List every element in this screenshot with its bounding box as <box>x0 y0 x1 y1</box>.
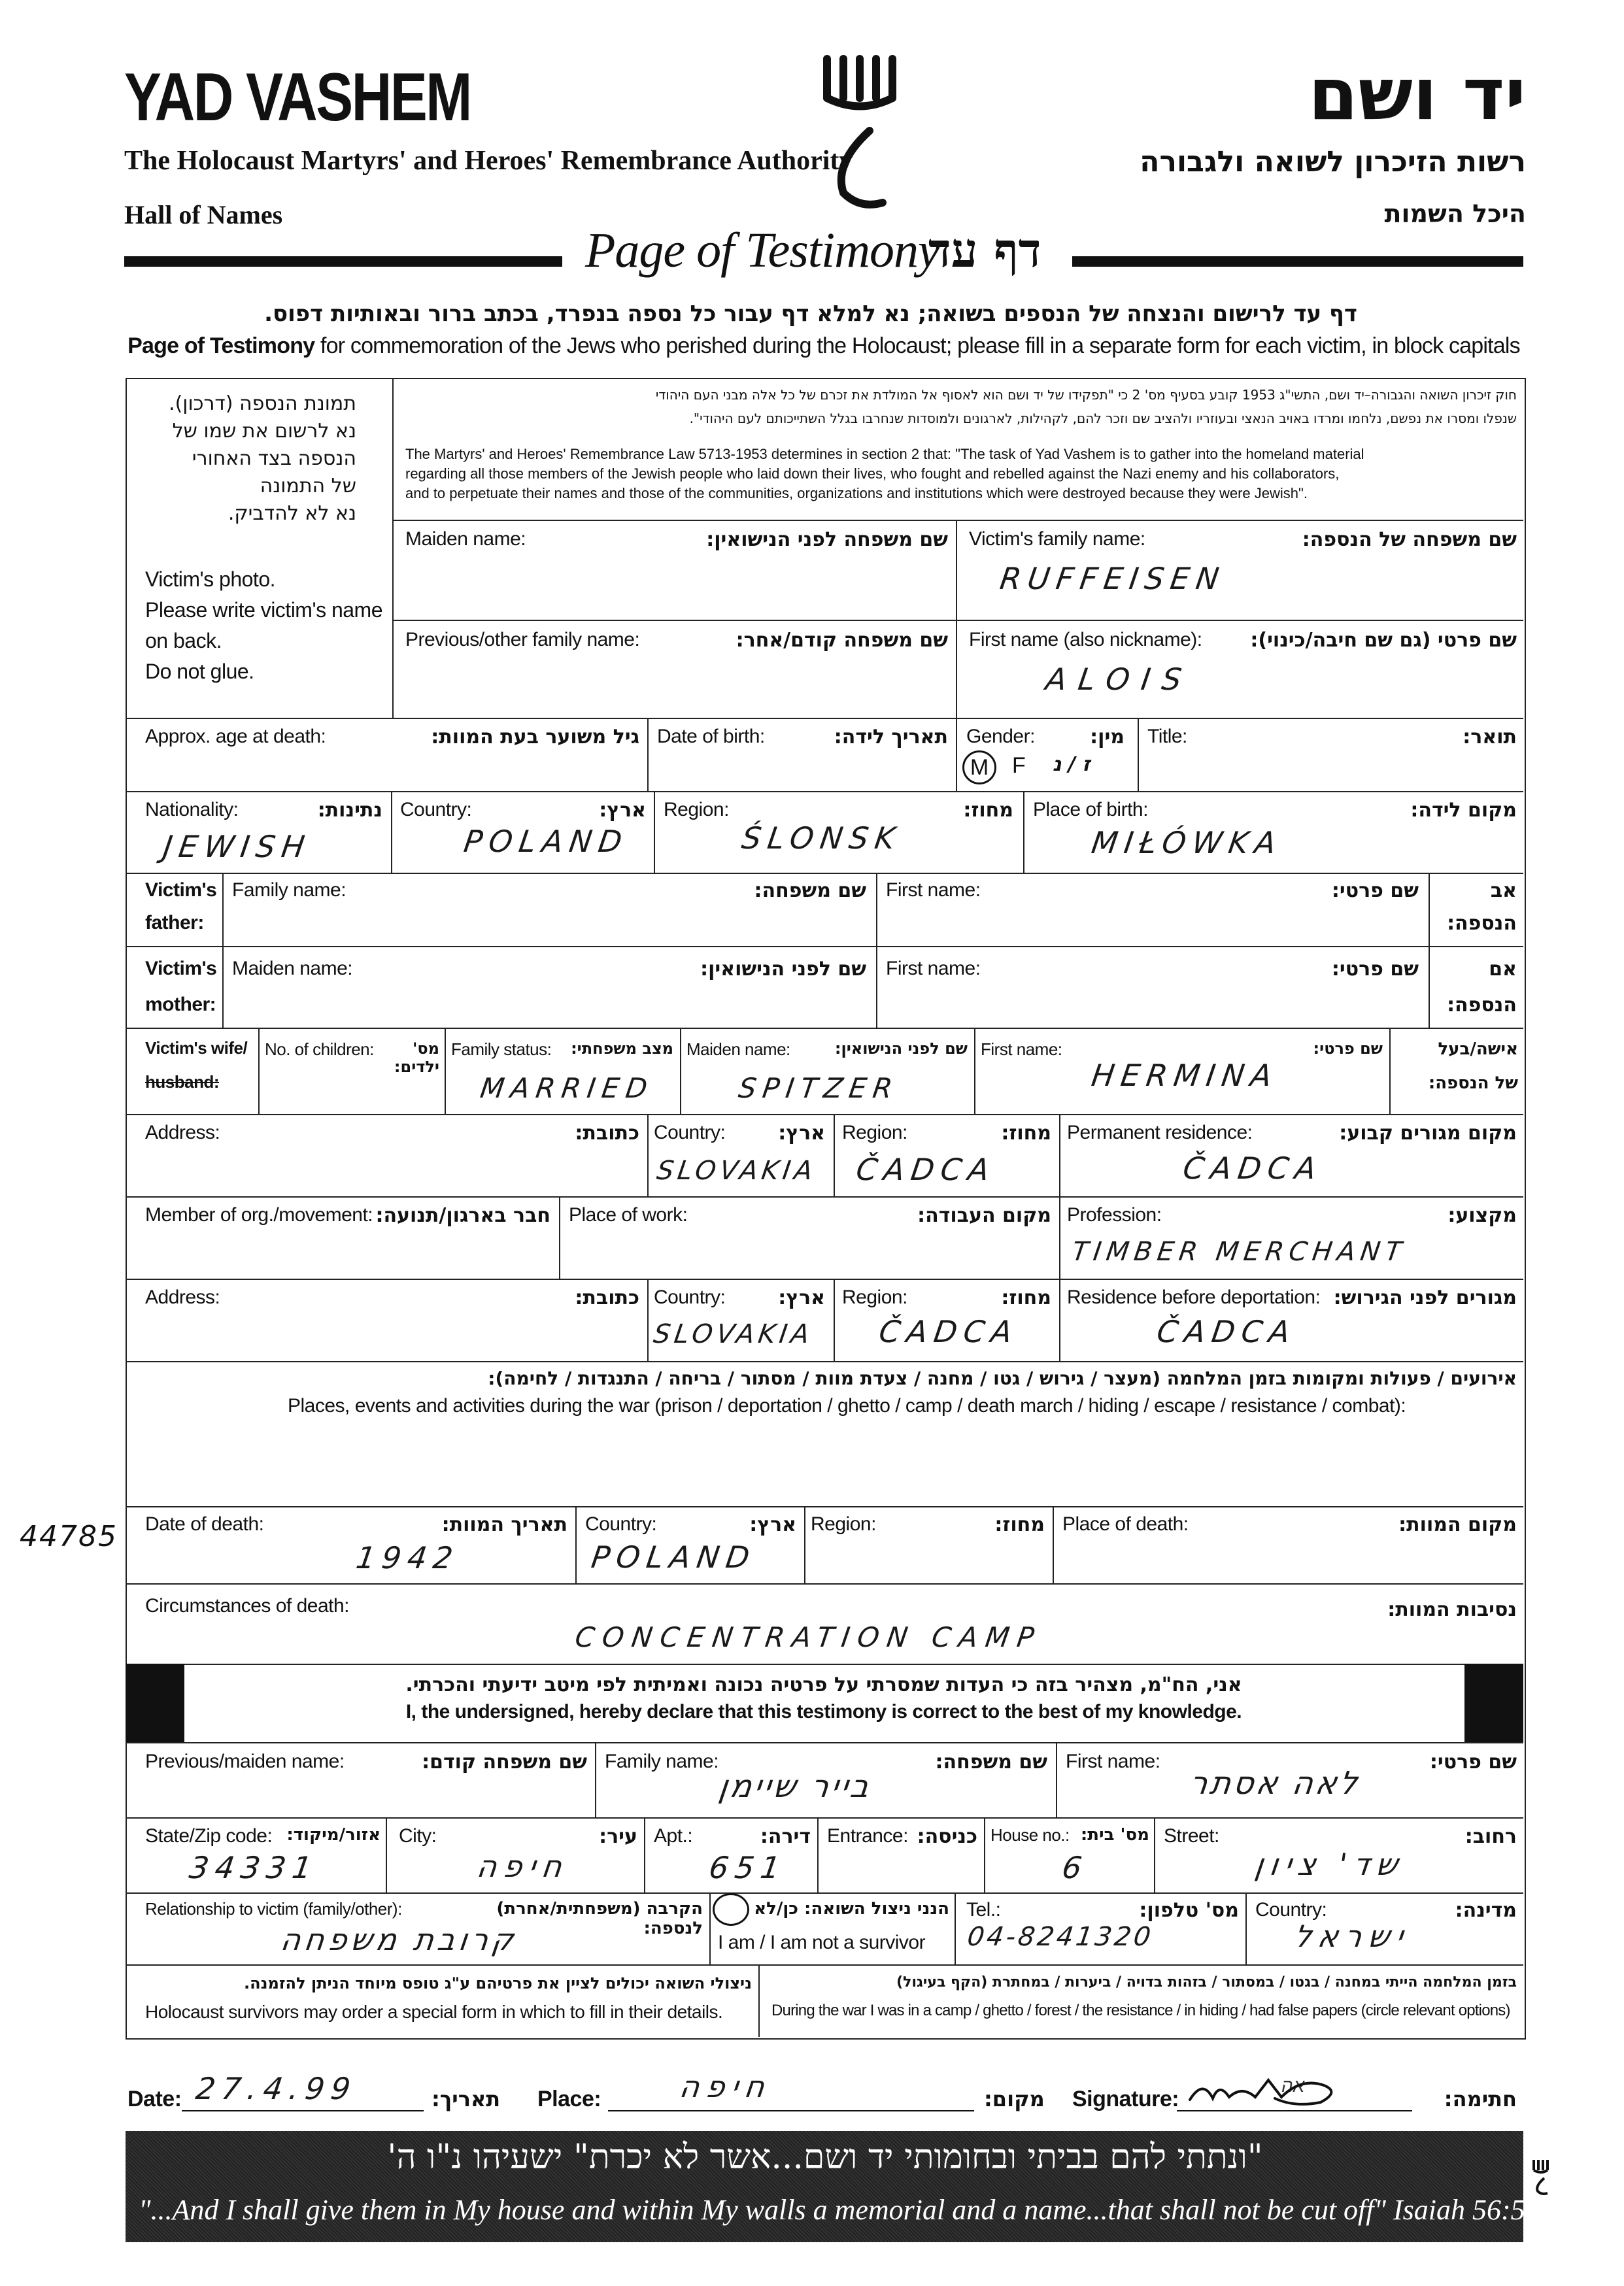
country-value[interactable]: POLAND <box>462 824 631 859</box>
work-label: Place of work: <box>569 1204 688 1226</box>
spouse-first-value[interactable]: HERMINA <box>1089 1058 1281 1093</box>
photo-box-border <box>392 378 394 718</box>
instructions-en <box>124 333 1523 359</box>
photo-en-1: Victim's photo. <box>145 567 275 591</box>
region-label: Region: <box>664 799 729 820</box>
death-country-label: Country: <box>585 1513 657 1535</box>
col-divider <box>876 946 877 1028</box>
country2-label-he: ארץ: <box>778 1122 825 1145</box>
mother-label-1: Victim's <box>145 958 217 979</box>
row-divider <box>126 1664 1523 1665</box>
relationship-label: Relationship to victim (family/other): <box>145 1899 402 1919</box>
profession-label-he: מקצוע: <box>1447 1204 1517 1227</box>
signature-mark[interactable] <box>1183 2066 1347 2111</box>
witness-apt-value[interactable]: 651 <box>707 1850 789 1885</box>
prev-name-label: Previous/other family name: <box>405 629 640 650</box>
signature-mark-text: אה <box>1281 2076 1305 2096</box>
col-divider <box>709 1892 711 1964</box>
col-divider <box>876 873 877 946</box>
family-status-label-he: מצב משפחתי: <box>571 1039 673 1058</box>
col-divider <box>1429 946 1430 1028</box>
row-divider <box>126 1506 1523 1507</box>
witness-family-label: Family name: <box>605 1751 719 1772</box>
prev-maiden-label-he: שם משפחה קודם: <box>422 1751 587 1773</box>
witness-family-label-he: שם משפחה: <box>935 1751 1047 1773</box>
witness-city-value[interactable]: חיפה <box>475 1849 571 1884</box>
row-divider <box>126 1114 1523 1115</box>
mother-label-2: mother: <box>145 994 216 1015</box>
org-subtitle-he: רשות הזיכרון לשואה ולגבורה <box>1140 145 1526 178</box>
col-divider <box>391 791 392 873</box>
place-value[interactable]: חיפה <box>677 2069 773 2104</box>
country-label-he: ארץ: <box>599 799 646 822</box>
declaration-side-bar-right <box>1464 1664 1523 1742</box>
date-value[interactable]: 27.4.99 <box>194 2071 360 2106</box>
gender-m-option: M <box>970 755 989 780</box>
col-divider <box>258 1028 260 1114</box>
mother-label-he-2: הנספה: <box>1447 994 1517 1017</box>
col-divider <box>804 1506 805 1583</box>
col-divider <box>647 718 649 791</box>
witness-country-label: Country: <box>1255 1899 1327 1921</box>
children-label-he: מס' ילדים: <box>394 1039 439 1076</box>
col-divider <box>1023 791 1024 873</box>
house-label: House no.: <box>990 1825 1070 1845</box>
law-he-2: שנפלו ומסרו את נפשם, נלחמו ומרדו באויב הנאצי ובעוזריו ולהציב שם וזכר להם, לקהילות, לארגונים ולמוסדות שנחרבו בגלל השתייכותם לעם היהודי". <box>689 411 1517 426</box>
org-subtitle-en: The Holocaust Martyrs' and Heroes' Remembrance Authority <box>124 146 853 176</box>
photo-en-4: Do not glue. <box>145 660 254 683</box>
region-label-he: מחוז: <box>963 799 1013 822</box>
col-divider <box>1059 1196 1060 1279</box>
maiden-name-label: Maiden name: <box>405 528 526 550</box>
nationality-value[interactable]: JEWISH <box>161 829 314 864</box>
row-divider <box>126 1361 1523 1362</box>
col-divider <box>559 1196 560 1279</box>
address2-label-he: כתובת: <box>575 1286 639 1309</box>
dod-label-he: תאריך המוות: <box>441 1513 567 1536</box>
col-divider <box>955 1892 956 1964</box>
first-name-label-he: שם פרטי (גם שם חיבה/כינוי): <box>1250 629 1517 652</box>
prev-maiden-label: Previous/maiden name: <box>145 1751 345 1772</box>
father-label-1: Victim's <box>145 879 217 901</box>
date-label: Date: <box>127 2087 182 2111</box>
col-divider <box>595 1742 596 1817</box>
street-label-he: רחוב: <box>1464 1825 1517 1848</box>
col-divider <box>956 718 957 791</box>
row-divider <box>126 1196 1523 1198</box>
law-en-2: regarding all those members of the Jewish people who laid down their lives, who fought and rebelled against the Nazi enemy and his collaborators, <box>405 465 1340 482</box>
org-name-en: YAD VASHEM <box>124 59 471 135</box>
pob-label: Place of birth: <box>1033 799 1148 820</box>
col-divider <box>222 873 224 946</box>
gender-options-he: ז / נ <box>1053 753 1091 776</box>
title-label-he: תואר: <box>1463 726 1517 748</box>
col-divider <box>817 1817 819 1892</box>
row-divider <box>126 1892 1523 1894</box>
survivor-no-circle[interactable] <box>713 1893 749 1926</box>
dod-value[interactable]: 1942 <box>354 1540 462 1575</box>
family-name-value[interactable]: RUFFEISEN <box>998 561 1228 596</box>
margin-reference-number: 44785 <box>20 1520 118 1553</box>
col-divider <box>644 1817 645 1892</box>
country2-label: Country: <box>654 1122 726 1143</box>
circ-label-he: נסיבות המוות: <box>1387 1598 1517 1621</box>
survivor-form-he: ניצולי השואה יכולים לציין את פרטיהם ע"ג טופס מיוחד הניתן להזמנה. <box>244 1974 752 1992</box>
page-title-he: דף עד <box>928 222 1041 278</box>
spouse-label-he-1: אישה/בעל <box>1438 1039 1518 1059</box>
col-divider <box>1389 1028 1391 1114</box>
hall-of-names-en: Hall of Names <box>124 200 283 229</box>
first-name-value[interactable]: ALOIS <box>1043 662 1196 697</box>
mother-label-he-1: אם <box>1489 958 1517 981</box>
survivor-label-en: I am / I am not a survivor <box>718 1932 926 1953</box>
witness-family-value[interactable]: בייר שיימן <box>717 1768 874 1805</box>
small-logo-icon <box>1531 2157 1551 2196</box>
col-divider <box>1154 1817 1155 1892</box>
house-label-he: מס' בית: <box>1080 1825 1149 1845</box>
gender-label-he: מין: <box>1090 726 1125 748</box>
country3-label: Country: <box>654 1286 726 1308</box>
law-en-3: and to perpetuate their names and those of the communities, organizations and institutions which were destroyed because they were Jewish". <box>405 485 1308 501</box>
declaration-en: I, the undersigned, hereby declare that this testimony is correct to the best of my knowledge. <box>405 1701 1242 1723</box>
survivor-label-he: הנני ניצול השואה: כן/לא <box>754 1899 949 1919</box>
perm-res-label-he: מקום מגורים קבוע: <box>1339 1122 1517 1145</box>
dod-label: Date of death: <box>145 1513 264 1535</box>
country-label: Country: <box>400 799 472 820</box>
row-divider <box>126 1279 1523 1280</box>
org-name-he: יד ושם <box>1308 52 1526 136</box>
quote-banner <box>126 2131 1523 2242</box>
gender-label: Gender: <box>966 726 1035 747</box>
row-divider <box>126 1742 1523 1743</box>
declaration-he: אני, הח"מ, מצהיר בזה כי העדות שמסרתי על פרטיה נכונה ואמיתית לפי מיטב ידיעתי והכרתי. <box>405 1673 1242 1696</box>
address-label-he: כתובת: <box>575 1122 639 1145</box>
yad-vashem-logo <box>820 52 899 216</box>
col-divider <box>984 1817 985 1892</box>
death-country-value[interactable]: POLAND <box>589 1539 758 1575</box>
signature-label: Signature: <box>1072 2087 1179 2111</box>
row-divider <box>126 1583 1523 1585</box>
death-region-label: Region: <box>811 1513 876 1535</box>
perm-res-label: Permanent residence: <box>1067 1122 1253 1143</box>
row-divider <box>126 873 1523 874</box>
photo-he-2: נא לרשום את שמו של <box>172 420 356 443</box>
city-label: City: <box>399 1825 437 1847</box>
region3-value[interactable]: ČADCA <box>877 1314 1021 1349</box>
tel-label-he: מס' טלפון: <box>1139 1899 1239 1922</box>
hall-of-names-he: היכל השמות <box>1384 199 1526 228</box>
law-en-1: The Martyrs' and Heroes' Remembrance Law 5713-1953 determines in section 2 that: "The task of Yad Vashem is to gather into the homeland material <box>405 446 1364 462</box>
region2-label-he: מחוז: <box>1001 1122 1051 1145</box>
photo-he-1: תמונת הנספה (דרכון). <box>169 392 356 415</box>
pob-label-he: מקום לידה: <box>1410 799 1517 822</box>
member-label: Member of org./movement: <box>145 1204 373 1226</box>
nationality-label-he: נתינות: <box>317 799 382 822</box>
spouse-label-1: Victim's wife/ <box>145 1038 248 1058</box>
state-label: State/Zip code: <box>145 1825 273 1847</box>
row-divider <box>392 620 1523 621</box>
row-divider <box>126 1817 1523 1819</box>
res-before-value[interactable]: ČADCA <box>1155 1314 1299 1349</box>
col-divider <box>1059 1114 1060 1196</box>
first-name-label: First name (also nickname): <box>969 629 1202 650</box>
mother-maiden-label-he: שם לפני הנישואין: <box>700 958 866 981</box>
family-status-value[interactable]: MARRIED <box>478 1072 656 1104</box>
death-region-label-he: מחוז: <box>994 1513 1045 1536</box>
father-label-he-1: אב <box>1490 879 1517 902</box>
date-label-he: תאריך: <box>431 2087 501 2111</box>
death-country-label-he: ארץ: <box>749 1513 796 1536</box>
tel-label: Tel.: <box>966 1899 1001 1921</box>
date-underline <box>182 2110 424 2111</box>
family-name-label: Victim's family name: <box>969 528 1145 550</box>
region3-label-he: מחוז: <box>1001 1286 1051 1309</box>
country3-value[interactable]: SLOVAKIA <box>651 1319 815 1349</box>
maiden-name-label-he: שם משפחה לפני הנישואין: <box>706 528 948 551</box>
witness-relationship-value[interactable]: קרובת משפחה <box>279 1922 520 1957</box>
circ-value[interactable]: CONCENTRATION CAMP <box>573 1621 1044 1653</box>
instructions-he: דף עד לרישום והנצחה של הנספים בשואה; נא למלא דף עבור כל נספה בנפרד, בכתב ברור ובאותיות דפוס. <box>264 301 1357 327</box>
photo-he-5: נא לא להדביק. <box>228 502 356 525</box>
spouse-maiden-label: Maiden name: <box>686 1039 790 1059</box>
region3-label: Region: <box>842 1286 907 1308</box>
camp-label-en: During the war I was in a camp / ghetto / forest / the resistance / in hiding / had false papers (circle relevant options) <box>771 2002 1510 2019</box>
col-divider <box>680 1028 681 1114</box>
photo-he-3: הנספה בצד האחורי <box>192 447 356 470</box>
relationship-label-he: הקרבה (משפחתית/אחרת) לנספה: <box>496 1899 703 1938</box>
res-before-label: Residence before deportation: <box>1067 1286 1321 1308</box>
age-label: Approx. age at death: <box>145 726 326 747</box>
col-divider <box>758 1964 760 2037</box>
col-divider <box>222 946 224 1028</box>
place-underline <box>608 2110 974 2111</box>
region2-value[interactable]: ČADCA <box>854 1152 998 1187</box>
col-divider <box>1429 873 1430 946</box>
father-family-label-he: שם משפחה: <box>754 879 866 902</box>
row-divider <box>126 1028 1523 1029</box>
region-value[interactable]: ŚLONSK <box>739 820 904 856</box>
witness-tel-value[interactable]: 04-8241320 <box>965 1922 1155 1952</box>
col-divider <box>956 520 957 718</box>
father-family-label: Family name: <box>232 879 347 901</box>
witness-country-label-he: מדינה: <box>1455 1899 1517 1922</box>
col-divider <box>654 791 655 873</box>
witness-street-value[interactable]: שד' ציון <box>1253 1847 1407 1882</box>
place-label-he: מקום: <box>984 2087 1045 2111</box>
witness-first-value[interactable]: לאה אסתר <box>1187 1765 1362 1802</box>
col-divider <box>1059 1279 1060 1361</box>
row-divider <box>126 791 1523 792</box>
profession-label: Profession: <box>1067 1204 1162 1226</box>
pob-value[interactable]: MIŁÓWKA <box>1089 825 1285 860</box>
pod-label: Place of death: <box>1062 1513 1189 1535</box>
page-title-en: Page of Testimony <box>585 223 939 278</box>
dob-label-he: תאריך לידה: <box>834 726 948 748</box>
work-label-he: מקום העבודה: <box>917 1204 1051 1227</box>
signature-label-he: חתימה: <box>1444 2087 1517 2111</box>
photo-en-2: Please write victim's name <box>145 598 382 622</box>
father-label-2: father: <box>145 912 204 933</box>
col-divider <box>834 1114 835 1196</box>
row-divider <box>126 1964 1523 1966</box>
pod-label-he: מקום המוות: <box>1398 1513 1517 1536</box>
street-label: Street: <box>1164 1825 1219 1847</box>
country3-label-he: ארץ: <box>778 1286 825 1309</box>
entrance-label-he: כניסה: <box>917 1825 977 1848</box>
col-divider <box>647 1279 649 1361</box>
col-divider <box>974 1028 975 1114</box>
country2-value[interactable]: SLOVAKIA <box>654 1156 819 1186</box>
mother-first-label-he: שם פרטי: <box>1331 958 1419 981</box>
col-divider <box>647 1114 649 1196</box>
witness-first-label-he: שם פרטי: <box>1429 1751 1517 1773</box>
prev-name-label-he: שם משפחה קודם/אחר: <box>736 629 948 652</box>
spouse-first-label-he: שם פרטי: <box>1313 1039 1383 1058</box>
title-label: Title: <box>1147 726 1187 747</box>
col-divider <box>834 1279 835 1361</box>
col-divider <box>445 1028 446 1114</box>
col-divider <box>575 1506 577 1583</box>
apt-label-he: דירה: <box>760 1825 811 1848</box>
survivor-form-en: Holocaust survivors may order a special form in which to fill in their details. <box>145 2002 723 2022</box>
age-label-he: גיל משוער בעת המוות: <box>431 726 639 748</box>
spouse-label-2: husband: <box>145 1072 219 1092</box>
law-he-1: חוק זיכרון השואה והגבורה–יד ושם, התשי"ג 1953 קובע בסעיף מס' 2 כי "תפקידו של יד ושם הוא לאסוף אל המולדת את זכרם של כל אלה מבני העם היהודי <box>655 387 1517 403</box>
entrance-label: Entrance: <box>827 1825 908 1847</box>
apt-label: Apt.: <box>654 1825 693 1847</box>
quote-en: "...And I shall give them in My house and within My walls a memorial and a name...that shall not be cut off" Isaiah 56:5 <box>139 2194 1525 2226</box>
profession-value[interactable]: TIMBER MERCHANT <box>1070 1237 1409 1267</box>
photo-en-3: on back. <box>145 629 222 652</box>
father-label-he-2: הנספה: <box>1447 912 1517 935</box>
col-divider <box>1056 1742 1057 1817</box>
col-divider <box>1053 1506 1054 1583</box>
witness-country-value[interactable]: ישראל <box>1292 1919 1412 1954</box>
father-first-label: First name: <box>886 879 981 901</box>
events-label-en: Places, events and activities during the war (prison / deportation / ghetto / camp / death march / hiding / escape / resistance / combat): <box>288 1395 1406 1417</box>
photo-he-4: של התמונה <box>260 475 356 497</box>
gender-m-circled[interactable] <box>962 750 996 784</box>
declaration-side-bar-left <box>126 1664 184 1742</box>
spouse-label-he-2: של הנספה: <box>1428 1073 1518 1093</box>
events-label-he: אירועים / פעולות ומקומות בזמן המלחמה (מעצר / גירוש / גטו / מחנה / צעדת מוות / מסתור / בריחה / התנגדות / לחימה): <box>488 1368 1517 1389</box>
member-label-he: חבר בארגון/תנועה: <box>375 1204 550 1227</box>
camp-label-he: בזמן המלחמה הייתי במחנה / בגטו / במסתור / בזהות בדויה / ביערות / במחתרת (הקף בעיגול) <box>896 1974 1517 1991</box>
children-label: No. of children: <box>265 1039 374 1059</box>
instructions-en-rest: for commemoration of the Jews who perished during the Holocaust; please fill in a separate form for each victim, in block capitals <box>314 333 1520 358</box>
witness-house-value[interactable]: 6 <box>1060 1850 1091 1885</box>
spouse-maiden-label-he: שם לפני הנישואין: <box>834 1039 968 1058</box>
col-divider <box>1138 718 1139 791</box>
spouse-maiden-value[interactable]: SPITZER <box>736 1072 901 1104</box>
place-label: Place: <box>537 2087 601 2111</box>
region2-label: Region: <box>842 1122 907 1143</box>
title-bar-right <box>1072 256 1523 267</box>
address-label: Address: <box>145 1122 220 1143</box>
address2-label: Address: <box>145 1286 220 1308</box>
title-bar-left <box>124 256 562 267</box>
res-before-label-he: מגורים לפני הגירוש: <box>1333 1286 1517 1309</box>
witness-first-label: First name: <box>1066 1751 1160 1772</box>
gender-f-option[interactable]: F <box>1012 753 1026 778</box>
mother-maiden-label: Maiden name: <box>232 958 353 979</box>
row-divider <box>392 520 1523 521</box>
spouse-first-label: First name: <box>981 1039 1062 1059</box>
circ-label: Circumstances of death: <box>145 1595 349 1617</box>
dob-label: Date of birth: <box>657 726 765 747</box>
city-label-he: עיר: <box>599 1825 637 1848</box>
father-first-label-he: שם פרטי: <box>1331 879 1419 902</box>
family-name-label-he: שם משפחה של הנספה: <box>1302 528 1517 551</box>
family-status-label: Family status: <box>451 1039 552 1059</box>
row-divider <box>126 718 1523 719</box>
col-divider <box>386 1817 387 1892</box>
quote-he: "ונתתי להם בביתי ובחומותי יד ושם...אשר לא יכרת" ישעיהו נ"ו ה' <box>387 2138 1263 2177</box>
witness-zip-value[interactable]: 34331 <box>187 1850 321 1885</box>
mother-first-label: First name: <box>886 958 981 979</box>
instructions-en-bold: Page of Testimony <box>127 333 315 358</box>
state-label-he: אזור/מיקוד: <box>286 1825 381 1845</box>
perm-res-value[interactable]: ČADCA <box>1181 1151 1325 1186</box>
row-divider <box>126 946 1523 947</box>
col-divider <box>1245 1892 1247 1964</box>
nationality-label: Nationality: <box>145 799 239 820</box>
